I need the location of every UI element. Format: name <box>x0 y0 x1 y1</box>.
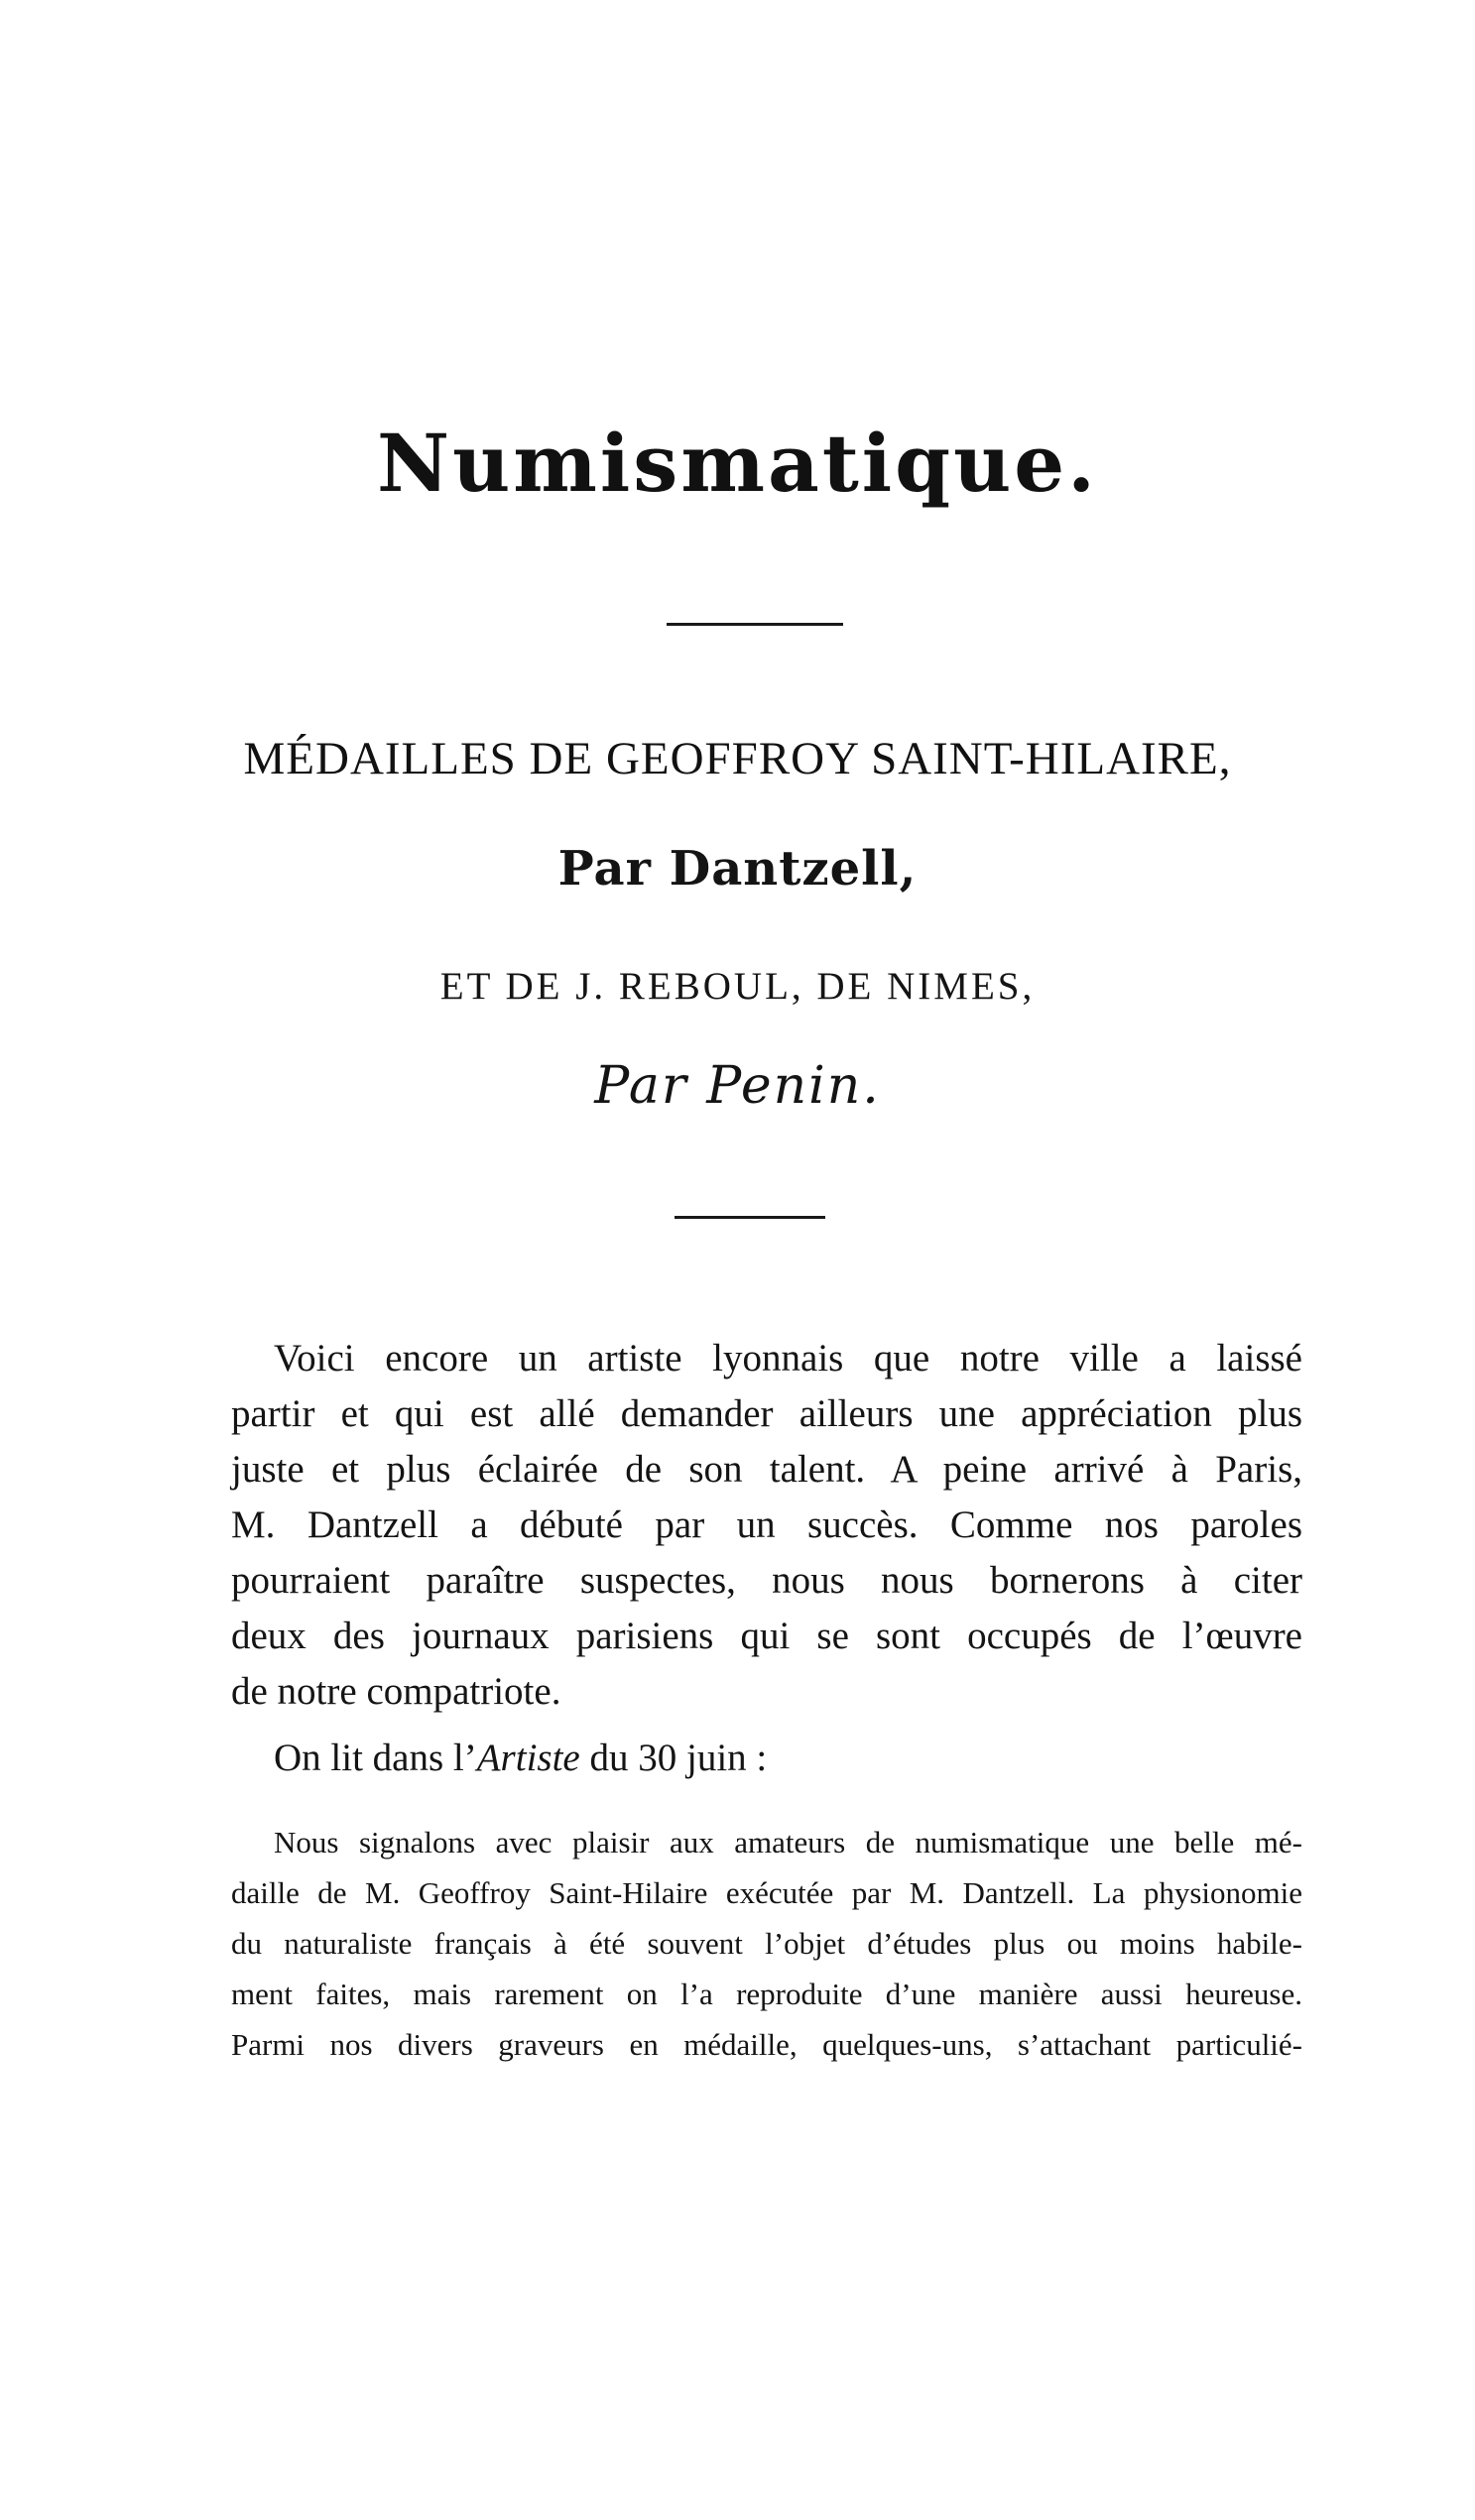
text-line: pourraient paraître suspectes, nous nous bornerons à citer <box>231 1559 1302 1602</box>
text-line: Voici encore un artiste lyonnais que notre ville a laissé <box>274 1337 1302 1380</box>
quote-line: ment faites, mais rarement on l’a reproduite d’une manière aussi heureuse. <box>231 1977 1302 2011</box>
text-line: de notre compatriote. <box>231 1670 561 1713</box>
bottom-divider <box>675 1216 825 1219</box>
article-heading: MÉDAILLES DE GEOFFROY SAINT-HILAIRE, <box>243 733 1232 784</box>
paragraph-intro <box>231 1331 1302 1720</box>
quoted-passage <box>231 1817 1302 2070</box>
byline-dantzell: Par Dantzell, <box>557 841 918 897</box>
paragraph-citation-intro <box>274 1736 1266 1780</box>
text-line: juste et plus éclairée de son talent. A peine arrivé à Paris, <box>231 1448 1302 1491</box>
page-title: Numismatique. <box>376 417 1099 510</box>
byline-penin: Par Penin. <box>594 1056 881 1116</box>
quote-line: daille de M. Geoffroy Saint-Hilaire exécutée par M. Dantzell. La physionomie <box>231 1875 1302 1910</box>
quote-line: Nous signalons avec plaisir aux amateurs de numismatique une belle mé- <box>274 1825 1302 1860</box>
top-divider <box>667 623 843 626</box>
journal-name: Artiste <box>476 1737 580 1779</box>
citation-intro-after: du 30 juin : <box>579 1737 768 1779</box>
quote-line: du naturaliste français à été souvent l’objet d’études plus ou moins habile- <box>231 1926 1302 1961</box>
quote-line: Parmi nos divers graveurs en médaille, quelques-uns, s’attachant particulié- <box>231 2027 1302 2062</box>
text-line: M. Dantzell a débuté par un succès. Comme nos paroles <box>231 1503 1302 1546</box>
article-subheading: ET DE J. REBOUL, DE NIMES, <box>439 965 1036 1008</box>
citation-intro-before: On lit dans l’ <box>274 1737 477 1779</box>
text-line: deux des journaux parisiens qui se sont occupés de l’œuvre <box>231 1615 1302 1657</box>
text-line: partir et qui est allé demander ailleurs une appréciation plus <box>231 1392 1302 1435</box>
